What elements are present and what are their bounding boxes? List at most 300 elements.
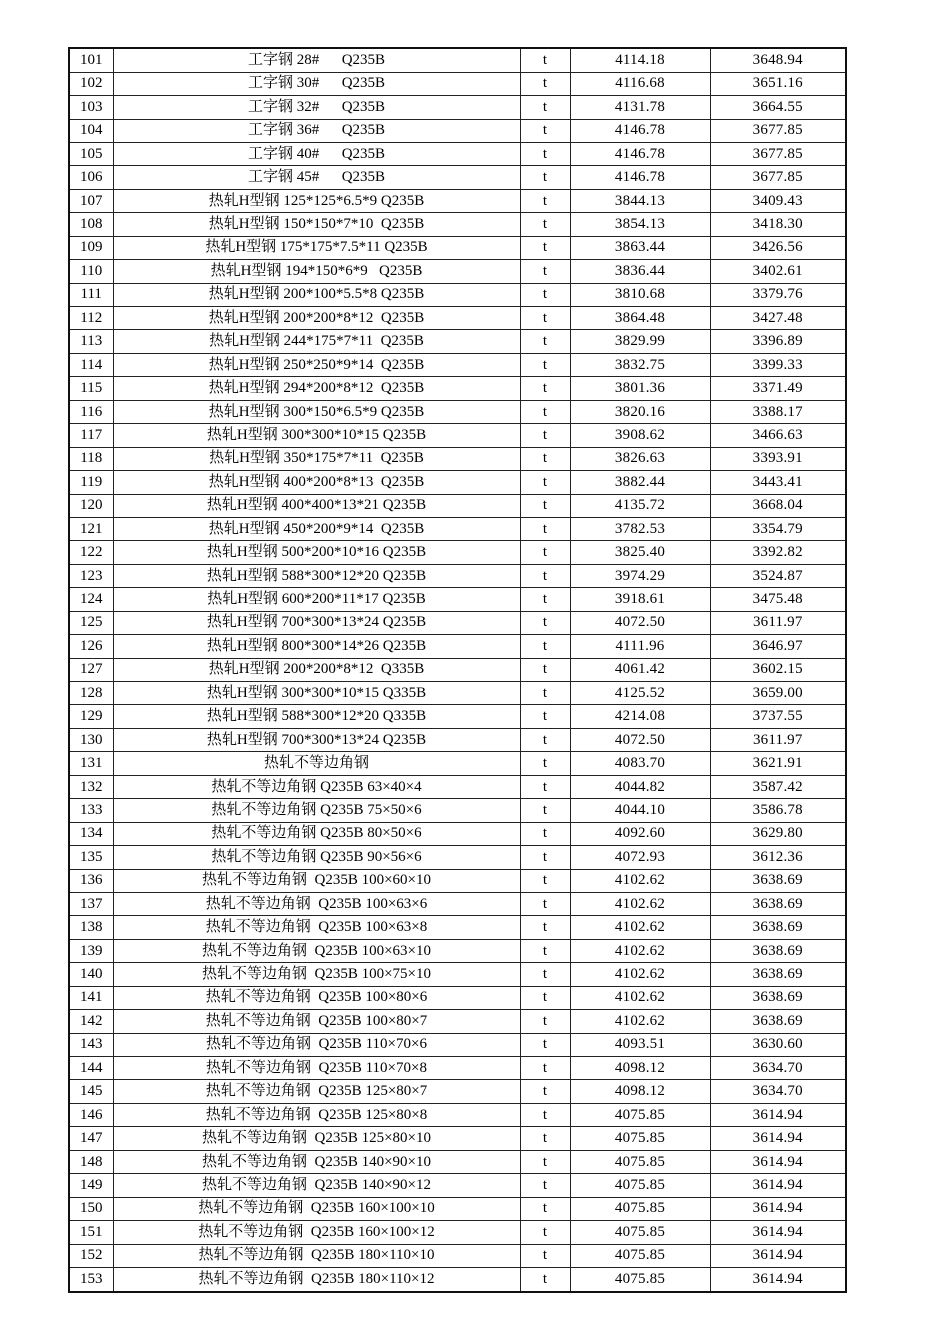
unit-cell: t [520,611,570,634]
item-name-cell: 热轧H型钢 125*125*6.5*9 Q235B [113,189,520,212]
unit-cell: t [520,1267,570,1292]
row-number-cell: 133 [69,799,113,822]
unit-cell: t [520,236,570,259]
item-name-cell: 热轧H型钢 300*150*6.5*9 Q235B [113,400,520,423]
item-name-cell: 热轧H型钢 300*300*10*15 Q235B [113,424,520,447]
price-col-1-cell: 3864.48 [570,307,710,330]
table-row [69,48,846,72]
price-col-1-cell: 4102.62 [570,916,710,939]
row-number-cell: 104 [69,119,113,142]
item-name-cell: 热轧不等边角钢 Q235B 140×90×10 [113,1150,520,1173]
item-name-cell: 工字钢 30# Q235B [113,72,520,95]
price-col-2-cell: 3677.85 [710,119,846,142]
item-name-cell: 热轧不等边角钢 Q235B 80×50×6 [113,822,520,845]
row-number-cell: 107 [69,189,113,212]
price-col-1-cell: 4102.62 [570,892,710,915]
table-row [69,1103,846,1126]
price-col-2-cell: 3664.55 [710,96,846,119]
table-row [69,1221,846,1244]
row-number-cell: 145 [69,1080,113,1103]
table-row [69,236,846,259]
row-number-cell: 129 [69,705,113,728]
price-col-2-cell: 3388.17 [710,400,846,423]
row-number-cell: 147 [69,1127,113,1150]
price-col-2-cell: 3443.41 [710,471,846,494]
unit-cell: t [520,1103,570,1126]
row-number-cell: 149 [69,1174,113,1197]
unit-cell: t [520,799,570,822]
price-col-1-cell: 4072.50 [570,611,710,634]
item-name-cell: 热轧不等边角钢 Q235B 180×110×12 [113,1267,520,1292]
price-col-2-cell: 3612.36 [710,846,846,869]
table-row [69,1267,846,1292]
table-row [69,869,846,892]
item-name-cell: 热轧H型钢 250*250*9*14 Q235B [113,353,520,376]
row-number-cell: 141 [69,986,113,1009]
price-col-2-cell: 3634.70 [710,1057,846,1080]
price-col-1-cell: 4092.60 [570,822,710,845]
table-row [69,494,846,517]
unit-cell: t [520,283,570,306]
price-col-2-cell: 3638.69 [710,939,846,962]
price-col-1-cell: 4102.62 [570,986,710,1009]
price-col-1-cell: 4075.85 [570,1174,710,1197]
price-col-2-cell: 3602.15 [710,658,846,681]
unit-cell: t [520,822,570,845]
table-row [69,1197,846,1220]
table-row [69,1150,846,1173]
price-col-2-cell: 3611.97 [710,611,846,634]
table-row [69,541,846,564]
price-col-2-cell: 3426.56 [710,236,846,259]
price-col-2-cell: 3586.78 [710,799,846,822]
table-row [69,1033,846,1056]
table-row [69,963,846,986]
price-col-1-cell: 4102.62 [570,963,710,986]
row-number-cell: 122 [69,541,113,564]
unit-cell: t [520,260,570,283]
unit-cell: t [520,1244,570,1267]
unit-cell: t [520,658,570,681]
row-number-cell: 109 [69,236,113,259]
row-number-cell: 139 [69,939,113,962]
table-row [69,752,846,775]
price-col-2-cell: 3638.69 [710,869,846,892]
unit-cell: t [520,963,570,986]
item-name-cell: 热轧不等边角钢 Q235B 160×100×10 [113,1197,520,1220]
table-row [69,213,846,236]
item-name-cell: 热轧不等边角钢 Q235B 63×40×4 [113,775,520,798]
row-number-cell: 114 [69,353,113,376]
item-name-cell: 热轧不等边角钢 Q235B 100×63×8 [113,916,520,939]
unit-cell: t [520,1080,570,1103]
table-row [69,471,846,494]
row-number-cell: 124 [69,588,113,611]
item-name-cell: 热轧H型钢 500*200*10*16 Q235B [113,541,520,564]
price-col-1-cell: 4072.50 [570,728,710,751]
unit-cell: t [520,142,570,165]
row-number-cell: 136 [69,869,113,892]
row-number-cell: 117 [69,424,113,447]
price-col-1-cell: 4075.85 [570,1267,710,1292]
item-name-cell: 热轧不等边角钢 Q235B 125×80×8 [113,1103,520,1126]
price-col-2-cell: 3646.97 [710,635,846,658]
row-number-cell: 138 [69,916,113,939]
price-col-1-cell: 4102.62 [570,1010,710,1033]
item-name-cell: 热轧H型钢 588*300*12*20 Q235B [113,564,520,587]
unit-cell: t [520,1010,570,1033]
row-number-cell: 119 [69,471,113,494]
unit-cell: t [520,588,570,611]
item-name-cell: 热轧不等边角钢 Q235B 90×56×6 [113,846,520,869]
price-col-2-cell: 3611.97 [710,728,846,751]
item-name-cell: 热轧H型钢 194*150*6*9 Q235B [113,260,520,283]
price-col-1-cell: 4135.72 [570,494,710,517]
item-name-cell: 热轧H型钢 350*175*7*11 Q235B [113,447,520,470]
table-row [69,283,846,306]
price-col-1-cell: 3918.61 [570,588,710,611]
price-col-1-cell: 4075.85 [570,1244,710,1267]
row-number-cell: 130 [69,728,113,751]
price-col-1-cell: 4061.42 [570,658,710,681]
table-row [69,916,846,939]
table-row [69,353,846,376]
table-row [69,635,846,658]
price-col-1-cell: 3908.62 [570,424,710,447]
unit-cell: t [520,353,570,376]
price-col-1-cell: 4098.12 [570,1080,710,1103]
price-col-1-cell: 4075.85 [570,1127,710,1150]
table-row [69,986,846,1009]
unit-cell: t [520,307,570,330]
item-name-cell: 热轧H型钢 200*200*8*12 Q335B [113,658,520,681]
price-col-2-cell: 3466.63 [710,424,846,447]
table-row [69,611,846,634]
row-number-cell: 110 [69,260,113,283]
row-number-cell: 105 [69,142,113,165]
price-col-2-cell: 3379.76 [710,283,846,306]
unit-cell: t [520,635,570,658]
row-number-cell: 126 [69,635,113,658]
item-name-cell: 热轧H型钢 200*200*8*12 Q235B [113,307,520,330]
price-col-1-cell: 3832.75 [570,353,710,376]
row-number-cell: 140 [69,963,113,986]
row-number-cell: 151 [69,1221,113,1244]
unit-cell: t [520,377,570,400]
unit-cell: t [520,1221,570,1244]
price-col-2-cell: 3402.61 [710,260,846,283]
table-row [69,517,846,540]
price-col-1-cell: 4146.78 [570,142,710,165]
price-col-1-cell: 4044.10 [570,799,710,822]
item-name-cell: 热轧H型钢 450*200*9*14 Q235B [113,517,520,540]
row-number-cell: 128 [69,682,113,705]
price-col-1-cell: 4111.96 [570,635,710,658]
item-name-cell: 热轧H型钢 150*150*7*10 Q235B [113,213,520,236]
price-col-1-cell: 4098.12 [570,1057,710,1080]
price-col-2-cell: 3399.33 [710,353,846,376]
unit-cell: t [520,564,570,587]
table-row [69,564,846,587]
unit-cell: t [520,869,570,892]
price-table-body [69,48,846,1292]
item-name-cell: 热轧H型钢 200*100*5.5*8 Q235B [113,283,520,306]
price-col-2-cell: 3634.70 [710,1080,846,1103]
price-col-1-cell: 4083.70 [570,752,710,775]
item-name-cell: 热轧不等边角钢 Q235B 100×80×6 [113,986,520,1009]
unit-cell: t [520,424,570,447]
price-col-1-cell: 4102.62 [570,869,710,892]
price-col-1-cell: 3801.36 [570,377,710,400]
price-col-1-cell: 3854.13 [570,213,710,236]
price-col-1-cell: 3863.44 [570,236,710,259]
unit-cell: t [520,517,570,540]
price-col-1-cell: 4075.85 [570,1197,710,1220]
item-name-cell: 热轧H型钢 294*200*8*12 Q235B [113,377,520,400]
price-col-1-cell: 4044.82 [570,775,710,798]
item-name-cell: 热轧H型钢 400*400*13*21 Q235B [113,494,520,517]
price-col-2-cell: 3614.94 [710,1244,846,1267]
item-name-cell: 热轧不等边角钢 Q235B 125×80×10 [113,1127,520,1150]
row-number-cell: 142 [69,1010,113,1033]
price-col-2-cell: 3614.94 [710,1174,846,1197]
item-name-cell: 热轧不等边角钢 Q235B 125×80×7 [113,1080,520,1103]
table-row [69,822,846,845]
price-col-2-cell: 3630.60 [710,1033,846,1056]
table-row [69,1057,846,1080]
price-col-1-cell: 3882.44 [570,471,710,494]
unit-cell: t [520,447,570,470]
table-row [69,72,846,95]
item-name-cell: 工字钢 36# Q235B [113,119,520,142]
unit-cell: t [520,189,570,212]
price-col-1-cell: 3836.44 [570,260,710,283]
unit-cell: t [520,846,570,869]
unit-cell: t [520,705,570,728]
unit-cell: t [520,1150,570,1173]
table-row [69,424,846,447]
table-row [69,728,846,751]
table-row [69,400,846,423]
price-col-2-cell: 3638.69 [710,1010,846,1033]
unit-cell: t [520,166,570,189]
unit-cell: t [520,119,570,142]
item-name-cell: 热轧不等边角钢 Q235B 75×50×6 [113,799,520,822]
price-col-2-cell: 3371.49 [710,377,846,400]
price-col-1-cell: 4214.08 [570,705,710,728]
price-col-1-cell: 4072.93 [570,846,710,869]
row-number-cell: 137 [69,892,113,915]
table-row [69,846,846,869]
item-name-cell: 工字钢 32# Q235B [113,96,520,119]
price-col-1-cell: 3825.40 [570,541,710,564]
unit-cell: t [520,775,570,798]
table-row [69,142,846,165]
price-col-1-cell: 4075.85 [570,1150,710,1173]
unit-cell: t [520,892,570,915]
row-number-cell: 113 [69,330,113,353]
price-col-1-cell: 4146.78 [570,119,710,142]
row-number-cell: 144 [69,1057,113,1080]
price-col-1-cell: 4125.52 [570,682,710,705]
item-name-cell: 热轧不等边角钢 Q235B 100×75×10 [113,963,520,986]
table-row [69,377,846,400]
price-col-1-cell: 3826.63 [570,447,710,470]
price-col-2-cell: 3668.04 [710,494,846,517]
price-col-2-cell: 3614.94 [710,1267,846,1292]
row-number-cell: 120 [69,494,113,517]
price-col-1-cell: 4114.18 [570,48,710,72]
row-number-cell: 123 [69,564,113,587]
unit-cell: t [520,96,570,119]
table-row [69,682,846,705]
row-number-cell: 118 [69,447,113,470]
price-col-2-cell: 3614.94 [710,1103,846,1126]
table-row [69,1174,846,1197]
table-row [69,189,846,212]
row-number-cell: 111 [69,283,113,306]
row-number-cell: 132 [69,775,113,798]
row-number-cell: 112 [69,307,113,330]
item-name-cell: 热轧H型钢 700*300*13*24 Q235B [113,728,520,751]
price-col-2-cell: 3614.94 [710,1150,846,1173]
price-col-1-cell: 4102.62 [570,939,710,962]
price-col-2-cell: 3614.94 [710,1127,846,1150]
price-col-1-cell: 4131.78 [570,96,710,119]
price-col-2-cell: 3396.89 [710,330,846,353]
price-table [68,47,847,1293]
table-row [69,799,846,822]
item-name-cell: 工字钢 40# Q235B [113,142,520,165]
unit-cell: t [520,48,570,72]
price-col-2-cell: 3648.94 [710,48,846,72]
table-row [69,96,846,119]
unit-cell: t [520,1033,570,1056]
item-name-cell: 热轧不等边角钢 Q235B 100×80×7 [113,1010,520,1033]
price-col-2-cell: 3621.91 [710,752,846,775]
price-col-2-cell: 3737.55 [710,705,846,728]
price-col-1-cell: 3844.13 [570,189,710,212]
item-name-cell: 热轧不等边角钢 Q235B 160×100×12 [113,1221,520,1244]
table-row [69,1244,846,1267]
item-name-cell: 热轧H型钢 600*200*11*17 Q235B [113,588,520,611]
unit-cell: t [520,682,570,705]
table-row [69,775,846,798]
table-row [69,447,846,470]
unit-cell: t [520,752,570,775]
row-number-cell: 115 [69,377,113,400]
price-col-2-cell: 3614.94 [710,1197,846,1220]
table-row [69,119,846,142]
price-col-2-cell: 3418.30 [710,213,846,236]
price-col-2-cell: 3638.69 [710,986,846,1009]
row-number-cell: 102 [69,72,113,95]
unit-cell: t [520,471,570,494]
table-row [69,1010,846,1033]
row-number-cell: 121 [69,517,113,540]
table-row [69,658,846,681]
table-row [69,1080,846,1103]
unit-cell: t [520,986,570,1009]
price-col-1-cell: 3820.16 [570,400,710,423]
price-col-2-cell: 3524.87 [710,564,846,587]
price-col-1-cell: 4093.51 [570,1033,710,1056]
price-col-2-cell: 3638.69 [710,963,846,986]
unit-cell: t [520,330,570,353]
unit-cell: t [520,72,570,95]
item-name-cell: 工字钢 28# Q235B [113,48,520,72]
price-col-1-cell: 3829.99 [570,330,710,353]
item-name-cell: 热轧H型钢 400*200*8*13 Q235B [113,471,520,494]
item-name-cell: 工字钢 45# Q235B [113,166,520,189]
price-col-1-cell: 3974.29 [570,564,710,587]
unit-cell: t [520,400,570,423]
price-col-2-cell: 3354.79 [710,517,846,540]
item-name-cell: 热轧H型钢 800*300*14*26 Q235B [113,635,520,658]
unit-cell: t [520,1057,570,1080]
table-row [69,166,846,189]
row-number-cell: 146 [69,1103,113,1126]
price-col-2-cell: 3638.69 [710,916,846,939]
table-row [69,330,846,353]
row-number-cell: 125 [69,611,113,634]
item-name-cell: 热轧H型钢 700*300*13*24 Q235B [113,611,520,634]
price-col-2-cell: 3427.48 [710,307,846,330]
row-number-cell: 153 [69,1267,113,1292]
table-row [69,705,846,728]
price-col-2-cell: 3614.94 [710,1221,846,1244]
table-row [69,307,846,330]
row-number-cell: 103 [69,96,113,119]
price-col-2-cell: 3392.82 [710,541,846,564]
row-number-cell: 148 [69,1150,113,1173]
unit-cell: t [520,939,570,962]
unit-cell: t [520,916,570,939]
price-col-2-cell: 3677.85 [710,166,846,189]
row-number-cell: 101 [69,48,113,72]
table-row [69,1127,846,1150]
row-number-cell: 150 [69,1197,113,1220]
price-col-2-cell: 3587.42 [710,775,846,798]
row-number-cell: 143 [69,1033,113,1056]
price-col-2-cell: 3475.48 [710,588,846,611]
table-row [69,588,846,611]
unit-cell: t [520,728,570,751]
price-col-1-cell: 4075.85 [570,1103,710,1126]
unit-cell: t [520,1197,570,1220]
item-name-cell: 热轧不等边角钢 [113,752,520,775]
price-col-1-cell: 4075.85 [570,1221,710,1244]
item-name-cell: 热轧H型钢 175*175*7.5*11 Q235B [113,236,520,259]
unit-cell: t [520,1127,570,1150]
price-col-1-cell: 4146.78 [570,166,710,189]
row-number-cell: 131 [69,752,113,775]
price-col-2-cell: 3629.80 [710,822,846,845]
row-number-cell: 152 [69,1244,113,1267]
price-col-1-cell: 3810.68 [570,283,710,306]
unit-cell: t [520,494,570,517]
row-number-cell: 134 [69,822,113,845]
price-col-2-cell: 3393.91 [710,447,846,470]
price-col-2-cell: 3677.85 [710,142,846,165]
price-col-1-cell: 4116.68 [570,72,710,95]
price-col-2-cell: 3659.00 [710,682,846,705]
item-name-cell: 热轧不等边角钢 Q235B 110×70×8 [113,1057,520,1080]
price-col-1-cell: 3782.53 [570,517,710,540]
table-row [69,260,846,283]
table-row [69,939,846,962]
item-name-cell: 热轧H型钢 300*300*10*15 Q335B [113,682,520,705]
